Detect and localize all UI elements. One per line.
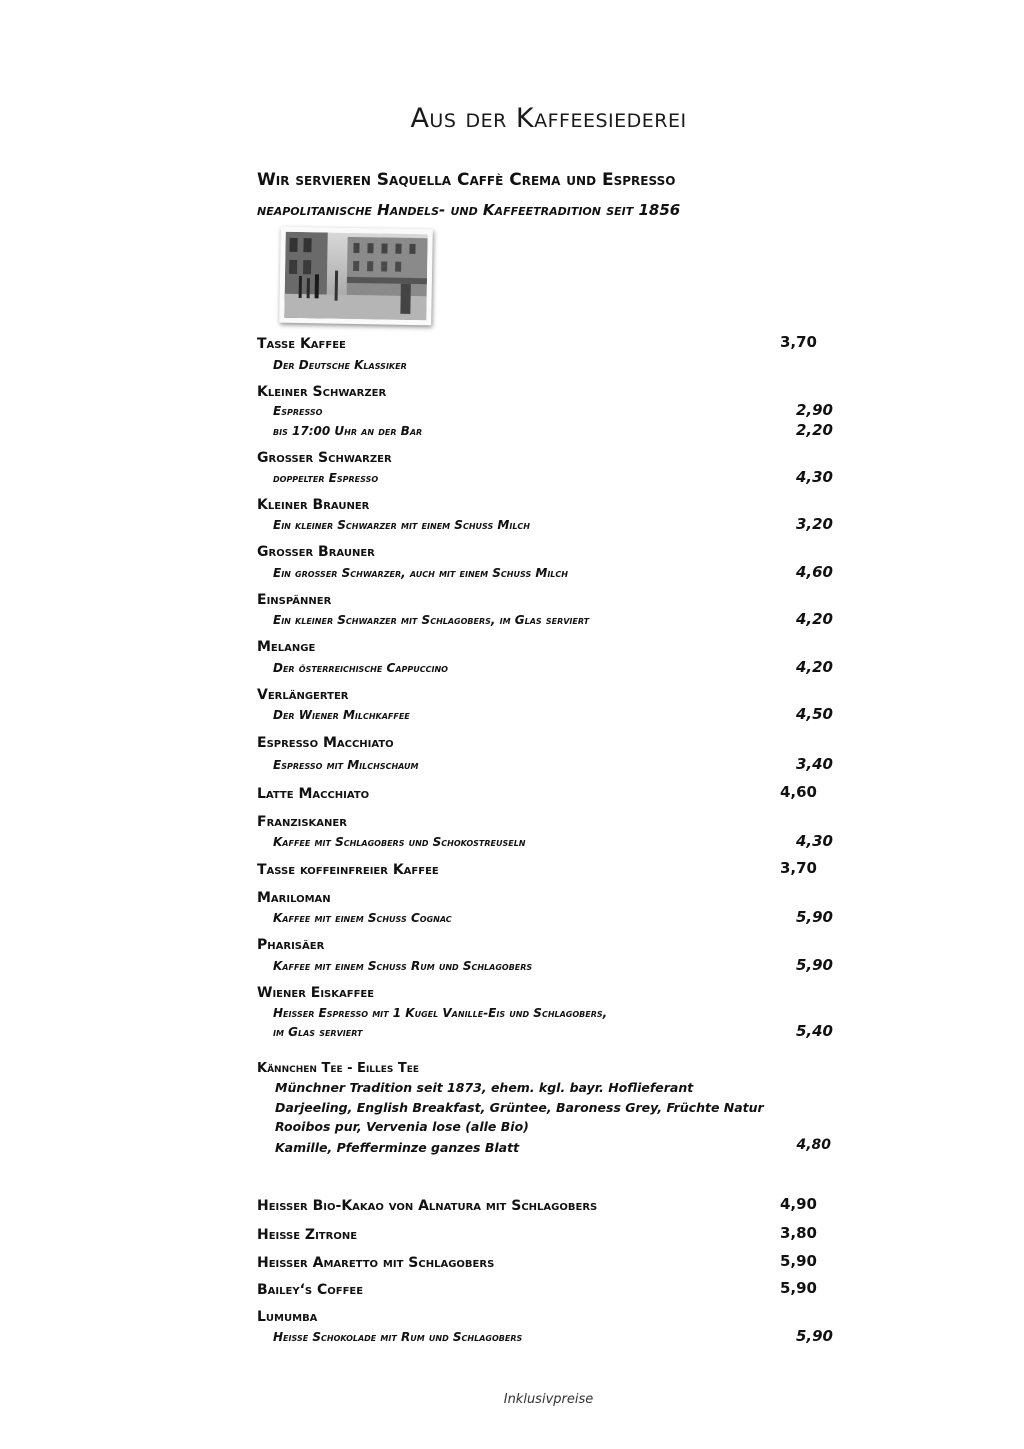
menu-item: Mariloman bbox=[257, 890, 331, 906]
menu-item-desc: Ein großer Schwarzer, auch mit einem Schuss Milch 4,60 bbox=[273, 563, 833, 581]
tea-desc: Rooibos pur, Vervenia lose (alle Bio) bbox=[275, 1119, 529, 1134]
menu-item: Wiener Eiskaffee bbox=[257, 985, 375, 1001]
menu-item: Heisser Bio-Kakao von Alnatura mit Schlagobers 4,90 bbox=[257, 1195, 817, 1214]
menu-item-desc: Der österreichische Cappuccino 4,20 bbox=[273, 658, 833, 676]
menu-item: Tasse Kaffee 3,70 bbox=[257, 333, 817, 352]
menu-item-desc: bis 17:00 Uhr an der Bar 2,20 bbox=[273, 421, 833, 439]
menu-item: Tasse koffeinfreier Kaffee 3,70 bbox=[257, 859, 817, 878]
menu-item-desc: Ein kleiner Schwarzer mit Schlagobers, im Glas serviert 4,20 bbox=[273, 610, 833, 628]
historic-street-photo bbox=[279, 227, 433, 326]
menu-item-desc: Espresso 2,90 bbox=[273, 401, 833, 419]
menu-item-desc: Ein kleiner Schwarzer mit einem Schuss Milch 3,20 bbox=[273, 515, 833, 533]
menu-item-desc: doppelter Espresso 4,30 bbox=[273, 468, 833, 486]
menu-item: Grosser Schwarzer bbox=[257, 450, 392, 466]
menu-item: Verlängerter bbox=[257, 687, 349, 703]
menu-item: Einspänner bbox=[257, 592, 332, 608]
menu-item-desc: Der Deutsche Klassiker bbox=[273, 358, 407, 372]
menu-item: Lumumba bbox=[257, 1309, 318, 1325]
tea-desc: Darjeeling, English Breakfast, Grüntee, Baroness Grey, Früchte Natur bbox=[275, 1100, 764, 1115]
menu-item-desc: Kaffee mit einem Schuß Cognac 5,90 bbox=[273, 908, 833, 926]
menu-item-desc: Kaffee mit einem Schuß Rum und Schlagobers 5,90 bbox=[273, 956, 833, 974]
menu-item: Franziskaner bbox=[257, 814, 347, 830]
menu-item-desc: Kaffee mit Schlagobers und Schokostreuseln 4,30 bbox=[273, 832, 833, 850]
footer-note: Inklusivpreise bbox=[503, 1392, 594, 1407]
menu-item-desc: Espresso mit Milchschaum 3,40 bbox=[273, 755, 833, 773]
menu-item-desc: Heiße Schokolade mit Rum und Schlagobers 5,90 bbox=[273, 1327, 833, 1345]
menu-item: Grosser Brauner bbox=[257, 544, 375, 560]
tea-desc: Münchner Tradition seit 1873, ehem. kgl. bayr. Hoflieferant bbox=[275, 1080, 694, 1095]
menu-item: Espresso Macchiato bbox=[257, 735, 394, 751]
menu-item: Heisser Amaretto mit Schlagobers 5,90 bbox=[257, 1252, 817, 1271]
intro-subheading: neapolitanische Handels- und Kaffeetradition seit 1856 bbox=[257, 201, 681, 219]
menu-item-desc: Heißer Espresso mit 1 Kugel Vanille-Eis und Schlagobers, bbox=[273, 1006, 608, 1020]
menu-item: Latte Macchiato 4,60 bbox=[257, 783, 817, 802]
intro-heading: Wir servieren Saquella Caffè Crema und Espresso bbox=[257, 170, 676, 190]
menu-item: Kleiner Schwarzer bbox=[257, 384, 387, 400]
menu-item: Kleiner Brauner bbox=[257, 497, 370, 513]
page-title: Aus der Kaffeesiederei bbox=[410, 103, 687, 134]
menu-item-desc: im Glas serviert 5,40 bbox=[273, 1022, 833, 1040]
tea-desc: Kamille, Pfefferminze ganzes Blatt 4,80 bbox=[275, 1137, 831, 1155]
menu-item: Bailey‘s Coffee 5,90 bbox=[257, 1279, 817, 1298]
menu-item: Pharisäer bbox=[257, 937, 325, 953]
menu-item: Kännchen Tee - Eilles Tee bbox=[257, 1061, 420, 1076]
menu-item: Heisse Zitrone 3,80 bbox=[257, 1224, 817, 1243]
menu-item-desc: Der Wiener Milchkaffee 4,50 bbox=[273, 705, 833, 723]
menu-item: Melange bbox=[257, 639, 316, 655]
